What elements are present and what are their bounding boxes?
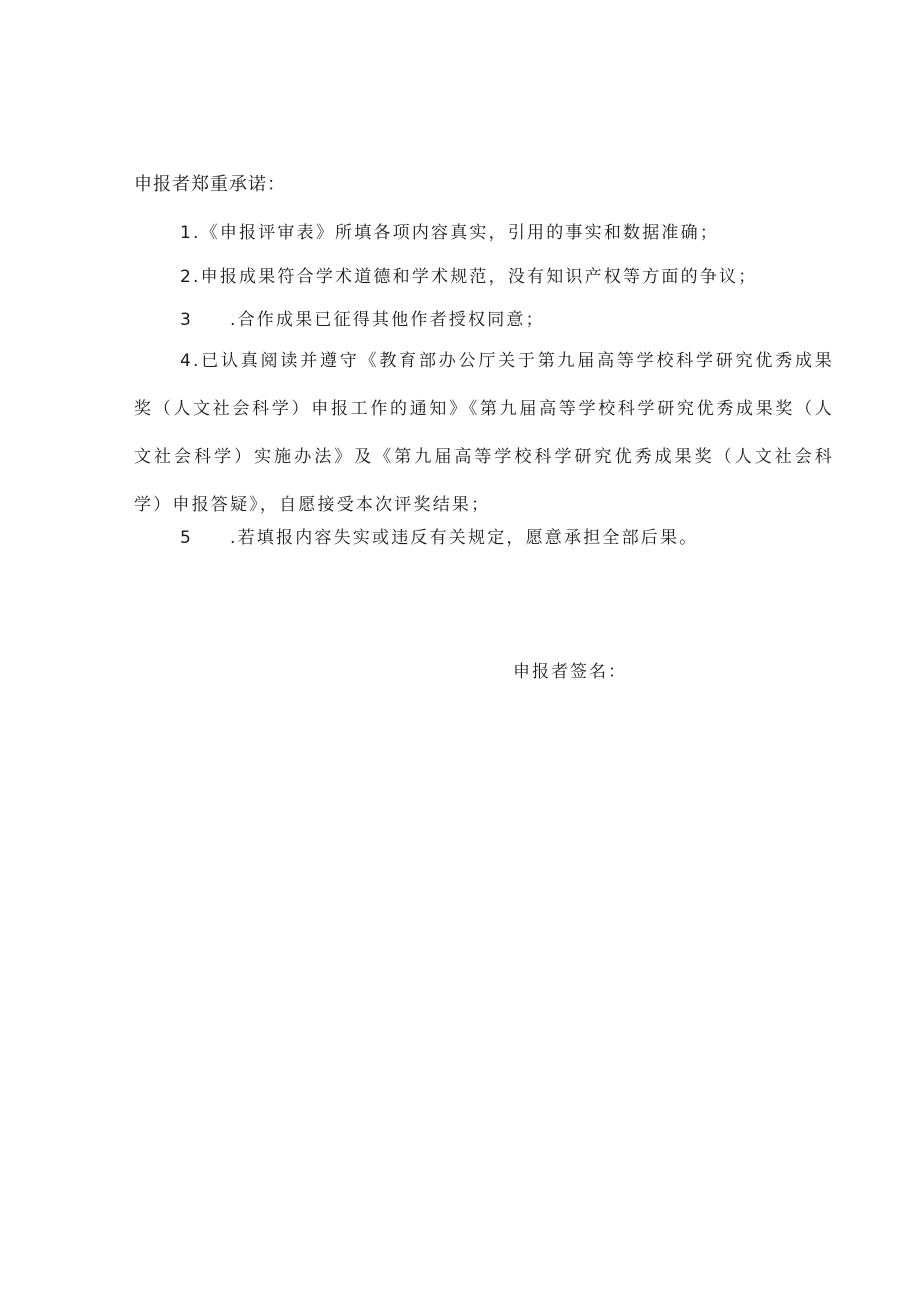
pledge-item-number: 2 — [180, 267, 194, 287]
pledge-item-text: .若填报内容失实或违反有关规定，愿意承担全部后果。 — [230, 528, 699, 548]
pledge-item-text: .合作成果已征得其他作者授权同意； — [230, 310, 545, 330]
pledge-item-number: 1 — [180, 223, 194, 243]
pledge-item-text: .已认真阅读并遵守《教育部办公厅关于第九届高等学校科学研究优秀成果奖（人文社会科学）申报工作的通知》《第九届高等学校科学研究优秀成果奖（人文社会科学）实施办法》及《第九届高等学校科学研究优秀成果奖（人文社会科学）申报答疑》，自愿接受本次评奖结果； — [134, 351, 834, 515]
pledge-item-text: .申报成果符合学术道德和学术规范，没有知识产权等方面的争议； — [193, 267, 758, 287]
pledge-item-number: 4 — [180, 351, 194, 371]
pledge-item-number: 5 — [180, 528, 194, 548]
pledge-item-number: 3 — [180, 310, 194, 330]
pledge-item-1 — [180, 218, 719, 243]
pledge-item-5 — [180, 523, 698, 548]
pledge-item-2 — [180, 262, 757, 287]
document-heading: 申报者郑重承诺： — [134, 174, 286, 195]
signature-label: 申报者签名： — [513, 662, 627, 682]
pledge-item-text: .《申报评审表》所填各项内容真实，引用的事实和数据准确； — [193, 223, 720, 243]
pledge-item-4 — [134, 337, 834, 529]
pledge-item-3 — [180, 305, 545, 330]
